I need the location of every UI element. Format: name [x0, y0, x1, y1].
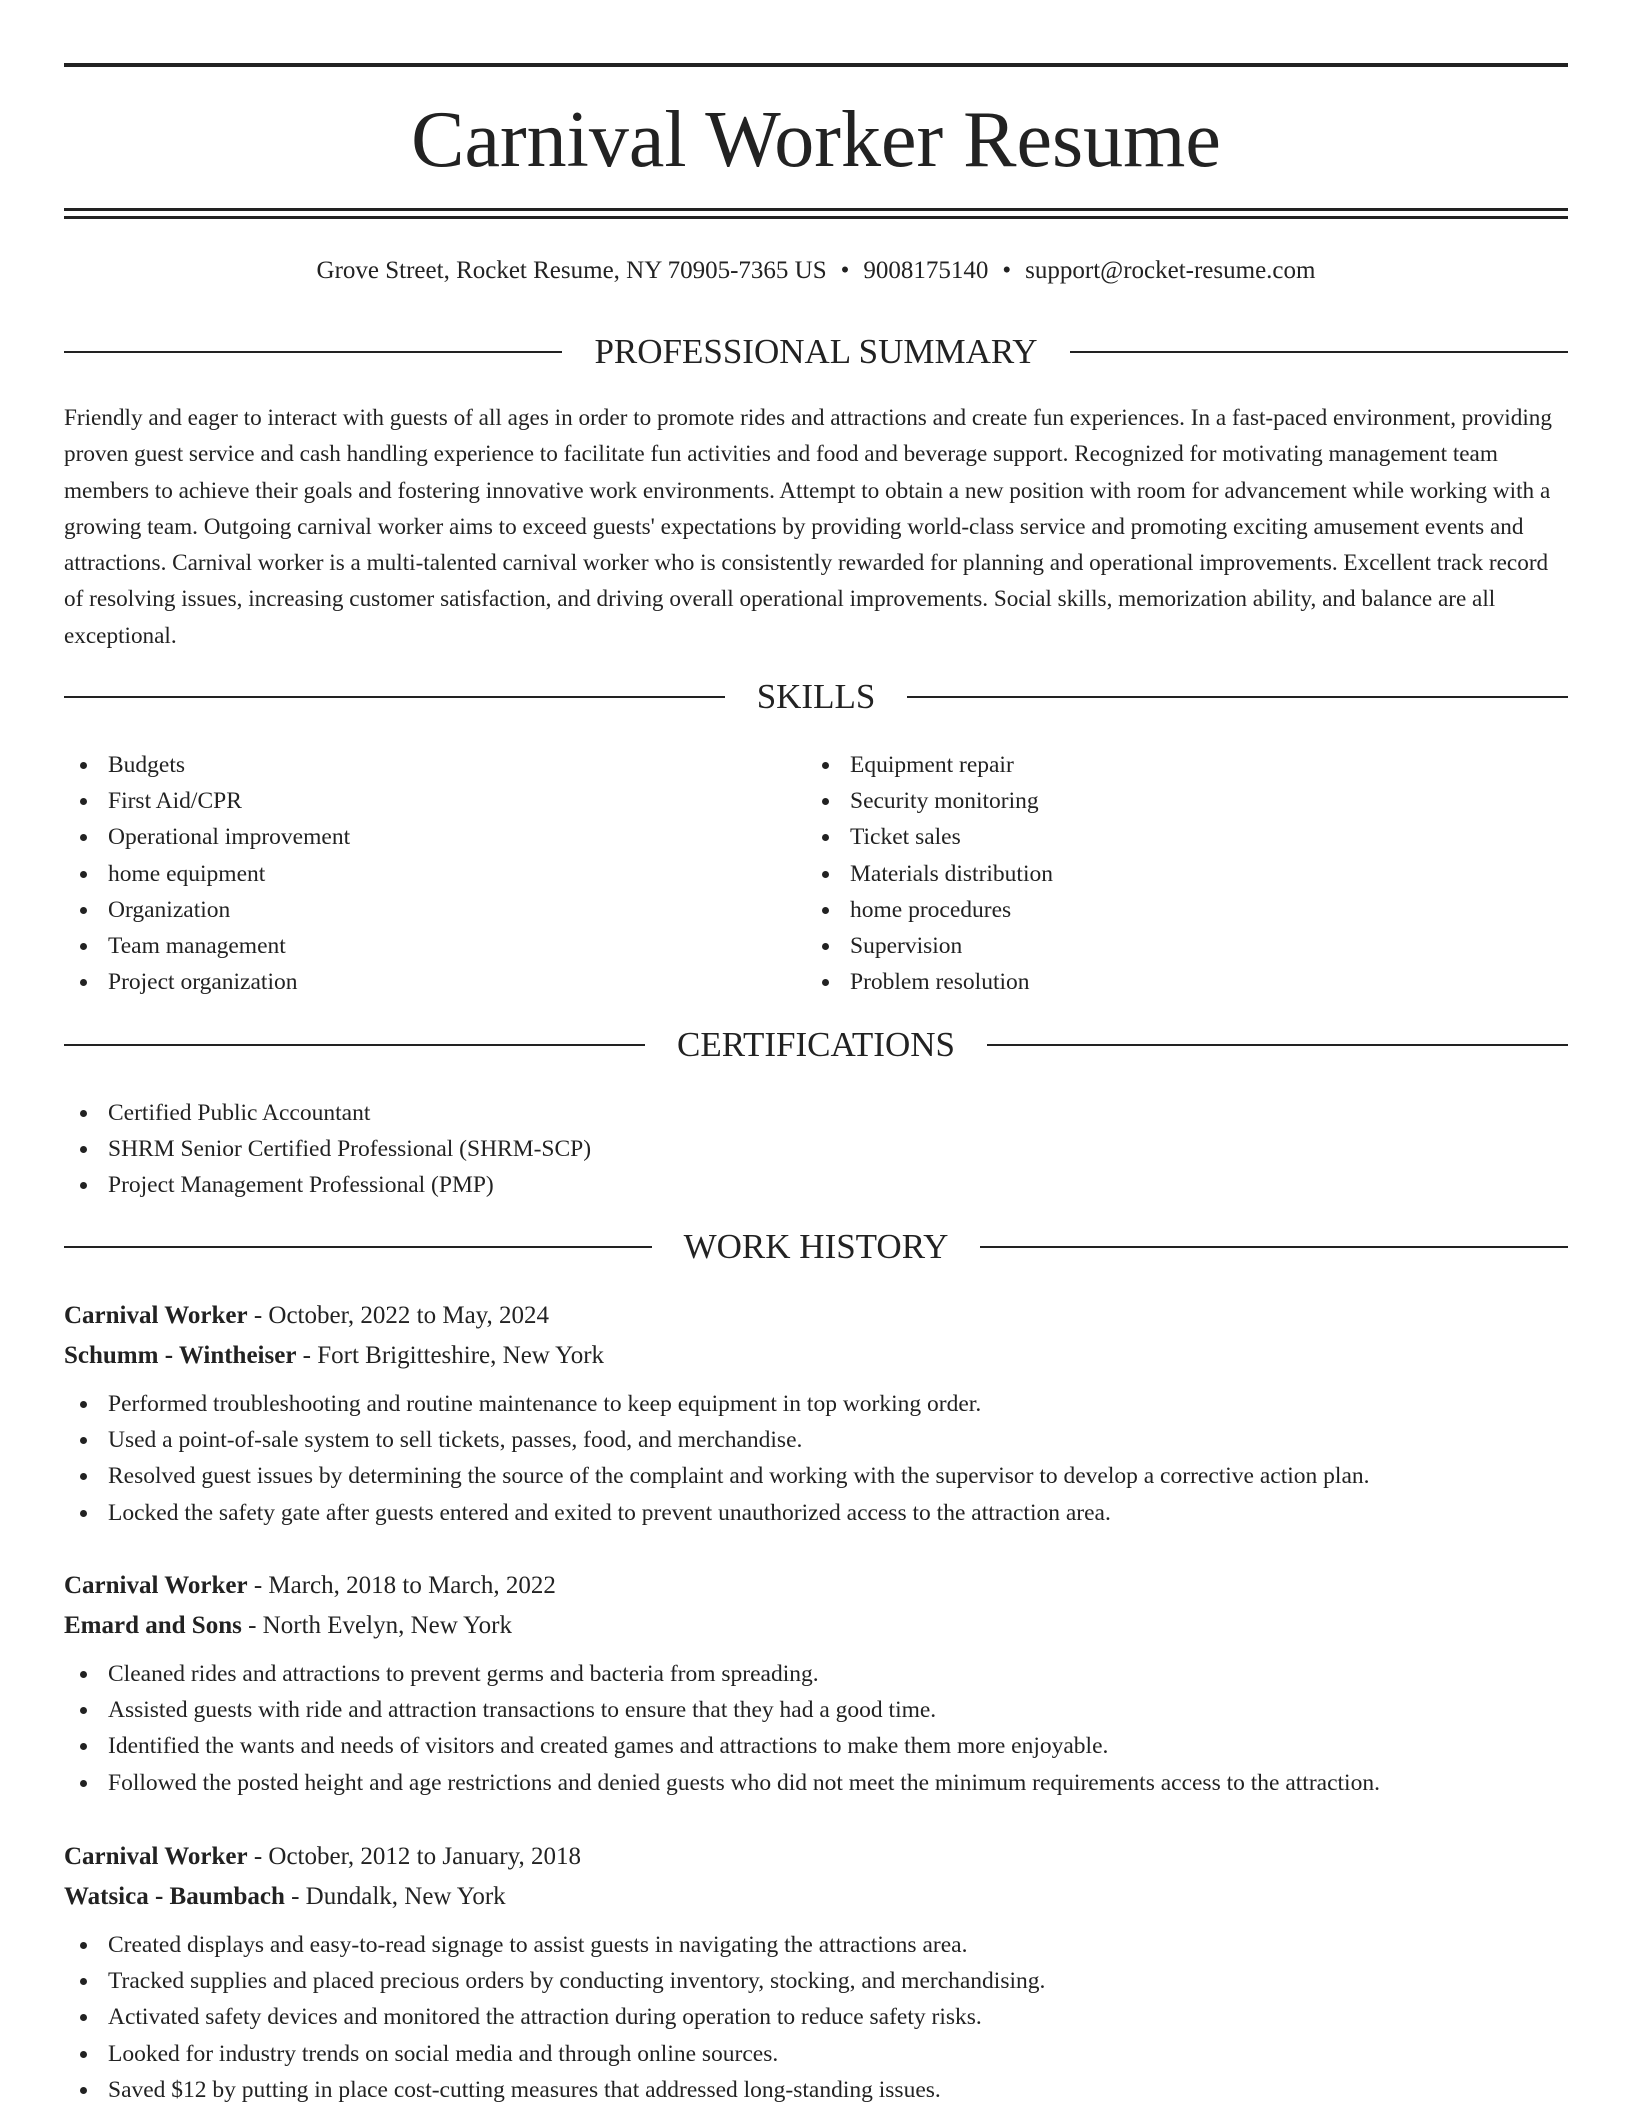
- job-duty-item: Identified the wants and needs of visitors and created games and attractions to make them more enjoyable.: [64, 1728, 1568, 1764]
- heading-rule-left: [64, 696, 725, 698]
- work-history-heading-label: WORK HISTORY: [683, 1227, 949, 1266]
- certifications-heading: [64, 1023, 1568, 1067]
- job-title-line: [64, 1296, 1568, 1336]
- job-company: Emard and Sons: [64, 1612, 242, 1639]
- skill-item: Operational improvement: [64, 819, 804, 855]
- certifications-list: [64, 1095, 1568, 1204]
- job-duty-item: Resolved guest issues by determining the source of the complaint and working with the supervisor to develop a corrective action plan.: [64, 1458, 1568, 1494]
- heading-rule-right: [1070, 351, 1568, 353]
- contact-line: [64, 254, 1568, 288]
- certification-item: Certified Public Accountant: [64, 1095, 1568, 1131]
- job-duties-list: [64, 1927, 1568, 2108]
- job-title-line: [64, 1566, 1568, 1606]
- heading-rule-left: [64, 1246, 652, 1248]
- job-duty-item: Looked for industry trends on social media and through online sources.: [64, 2036, 1568, 2072]
- heading-rule-right: [980, 1246, 1568, 1248]
- summary-heading: [64, 330, 1568, 374]
- skill-item: home procedures: [806, 892, 1566, 928]
- job-duties-list: [64, 1386, 1568, 1531]
- skills-list-left: [64, 747, 804, 1000]
- resume-title: Carnival Worker Resume: [411, 96, 1221, 184]
- job-location: - Fort Brigitteshire, New York: [296, 1342, 605, 1369]
- job-duty-item: Created displays and easy-to-read signage to assist guests in navigating the attractions area.: [64, 1927, 1568, 1963]
- job-duty-item: Cleaned rides and attractions to prevent germs and bacteria from spreading.: [64, 1656, 1568, 1692]
- job-company: Schumm - Wintheiser: [64, 1342, 297, 1369]
- job-location: - Dundalk, New York: [284, 1883, 506, 1910]
- job-entry: [64, 1296, 1568, 1531]
- title-double-rule-upper: [64, 208, 1568, 211]
- skill-item: home equipment: [64, 856, 804, 892]
- job-title: Carnival Worker: [64, 1302, 248, 1329]
- skill-item: Problem resolution: [806, 964, 1566, 1000]
- job-duty-item: Locked the safety gate after guests entered and exited to prevent unauthorized access to the attraction area.: [64, 1495, 1568, 1531]
- job-duty-item: Used a point-of-sale system to sell tickets, passes, food, and merchandise.: [64, 1422, 1568, 1458]
- contact-separator: •: [1002, 257, 1012, 284]
- skill-item: Organization: [64, 892, 804, 928]
- work-history-heading: [64, 1225, 1568, 1269]
- job-duty-item: Followed the posted height and age restrictions and denied guests who did not meet the minimum requirements access to the attraction.: [64, 1765, 1568, 1801]
- skill-item: Equipment repair: [806, 747, 1566, 783]
- skill-item: Project organization: [64, 964, 804, 1000]
- job-duty-item: Performed troubleshooting and routine maintenance to keep equipment in top working order.: [64, 1386, 1568, 1422]
- job-title: Carnival Worker: [64, 1843, 248, 1870]
- contact-address: Grove Street, Rocket Resume, NY 70905-7365 US: [316, 257, 827, 284]
- job-company-line: [64, 1877, 1568, 1917]
- skill-item: Materials distribution: [806, 856, 1566, 892]
- job-duty-item: Tracked supplies and placed precious orders by conducting inventory, stocking, and merchandising.: [64, 1963, 1568, 1999]
- heading-rule-left: [64, 1044, 645, 1046]
- skill-item: Ticket sales: [806, 819, 1566, 855]
- contact-separator: •: [840, 257, 850, 284]
- title-double-rule-lower: [64, 216, 1568, 219]
- certification-item: Project Management Professional (PMP): [64, 1167, 1568, 1203]
- skill-item: First Aid/CPR: [64, 783, 804, 819]
- job-duties-list: [64, 1656, 1568, 1801]
- job-company-line: [64, 1336, 1568, 1376]
- job-dates: - March, 2018 to March, 2022: [247, 1572, 556, 1599]
- certification-item: SHRM Senior Certified Professional (SHRM-SCP): [64, 1131, 1568, 1167]
- skills-heading-label: SKILLS: [756, 677, 876, 716]
- heading-rule-left: [64, 351, 562, 353]
- job-entry: [64, 1837, 1568, 2108]
- skill-item: Security monitoring: [806, 783, 1566, 819]
- job-dates: - October, 2012 to January, 2018: [247, 1843, 581, 1870]
- summary-heading-label: PROFESSIONAL SUMMARY: [594, 332, 1038, 371]
- skill-item: Supervision: [806, 928, 1566, 964]
- job-duty-item: Activated safety devices and monitored the attraction during operation to reduce safety risks.: [64, 1999, 1568, 2035]
- job-title-line: [64, 1837, 1568, 1877]
- contact-phone: 9008175140: [863, 257, 989, 284]
- top-rule: [64, 63, 1568, 67]
- skill-item: Team management: [64, 928, 804, 964]
- heading-rule-right: [987, 1044, 1568, 1046]
- job-dates: - October, 2022 to May, 2024: [247, 1302, 550, 1329]
- job-title: Carnival Worker: [64, 1572, 248, 1599]
- job-duty-item: Assisted guests with ride and attraction transactions to ensure that they had a good time.: [64, 1692, 1568, 1728]
- job-entry: [64, 1566, 1568, 1801]
- job-location: - North Evelyn, New York: [241, 1612, 512, 1639]
- contact-email: support@rocket-resume.com: [1025, 257, 1316, 284]
- job-duty-item: Saved $12 by putting in place cost-cutting measures that addressed long-standing issues.: [64, 2072, 1568, 2108]
- skills-list-right: [806, 747, 1566, 1000]
- summary-text: Friendly and eager to interact with guests of all ages in order to promote rides and attractions and create fun experiences. In a fast-paced environment, providing proven guest service and cash handling experience to facilitate fun activities and food and beverage support. Recognized for motivating management team members to achieve their goals and fostering innovative work environments. Attempt to obtain a new position with room for advancement while working with a growing team. Outgoing carnival worker aims to exceed guests' expectations by providing world-class service and promoting exciting amusement events and attractions. Carnival worker is a multi-talented carnival worker who is consistently rewarded for planning and operational improvements. Excellent track record of resolving issues, increasing customer satisfaction, and driving overall operational improvements. Social skills, memorization ability, and balance are all exceptional.: [64, 405, 1552, 649]
- skills-heading: [64, 675, 1568, 719]
- job-company: Watsica - Baumbach: [64, 1883, 285, 1910]
- job-company-line: [64, 1606, 1568, 1646]
- skill-item: Budgets: [64, 747, 804, 783]
- heading-rule-right: [907, 696, 1568, 698]
- certifications-heading-label: CERTIFICATIONS: [677, 1025, 955, 1064]
